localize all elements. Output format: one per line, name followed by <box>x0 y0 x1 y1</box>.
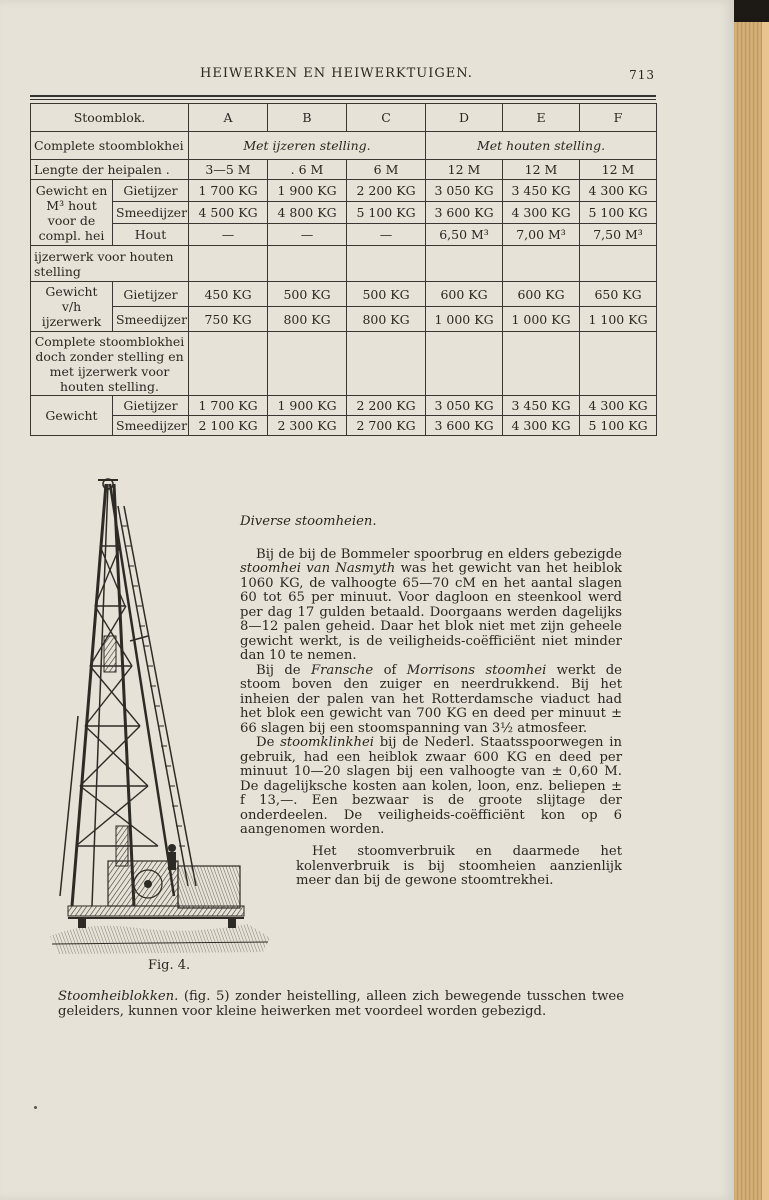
table-cell: 800 KG <box>268 307 347 332</box>
cell-wood-stelling: Met houten stelling. <box>426 132 657 160</box>
table-cell: 1 000 KG <box>426 307 503 332</box>
table-cell <box>189 332 268 396</box>
table-cell: 7,50 M³ <box>580 224 657 246</box>
table-cell <box>580 332 657 396</box>
table-cell: 1 700 KG <box>189 180 268 202</box>
header-rule-thin <box>30 99 656 100</box>
text-span: Bij de <box>256 662 311 678</box>
text-span: werkt de stoom boven den zuiger en neerdrukkend. Bij het inheien der palen van het Rotterdamsche viaduct had het blok een gewicht van 700 KG en deed per minuut ± 66 slagen bij een stoomspanning van 3½ atmosfeer. <box>240 662 622 736</box>
body-text-bottom <box>58 989 624 1019</box>
paragraph-stoomverbruik: Het stoomverbruik en daarmede het kolenverbruik is bij stoomheien aanzienlijk meer dan bij de gewone stoomtrekhei. <box>296 844 622 888</box>
section-heading: Diverse stoomheien. <box>240 514 377 529</box>
table-cell: 500 KG <box>268 282 347 307</box>
header-cell-e: E <box>503 104 580 132</box>
table-cell: 1 900 KG <box>268 180 347 202</box>
table-cell: 4 300 KG <box>503 416 580 436</box>
table-cell: 1 900 KG <box>268 396 347 416</box>
table-row-complete <box>31 132 657 160</box>
paragraph-klinkhei <box>240 736 622 838</box>
table-cell: 800 KG <box>347 307 426 332</box>
table-cell: 4 300 KG <box>580 180 657 202</box>
table-cell: — <box>189 224 268 246</box>
body-text-right <box>240 515 622 838</box>
running-header <box>30 64 655 88</box>
table-cell: 5 100 KG <box>580 202 657 224</box>
table-row <box>31 282 657 307</box>
cell-iron-stelling: Met ijzeren stelling. <box>189 132 426 160</box>
table-cell: 2 200 KG <box>347 396 426 416</box>
table-cell: . 6 M <box>268 160 347 180</box>
table-cell <box>426 246 503 282</box>
table-cell: 6,50 M³ <box>426 224 503 246</box>
table-cell: — <box>268 224 347 246</box>
table-cell <box>580 246 657 282</box>
italic-span: stoomklinkhei <box>280 735 374 750</box>
table-row-length <box>31 160 657 180</box>
table-cell <box>189 246 268 282</box>
table-cell: 6 M <box>347 160 426 180</box>
table-cell: 4 300 KG <box>580 396 657 416</box>
table-cell <box>503 332 580 396</box>
table-row-ironwork <box>31 246 657 282</box>
italic-span: Fransche <box>310 662 374 678</box>
sub-label: Gietijzer <box>113 282 189 307</box>
sub-label: Smeedijzer <box>113 416 189 436</box>
table-cell: 600 KG <box>503 282 580 307</box>
figure-caption: Fig. 4. <box>148 958 191 973</box>
table-cell: 4 800 KG <box>268 202 347 224</box>
table-cell: 2 200 KG <box>347 180 426 202</box>
ink-speck <box>34 1106 37 1109</box>
table-cell: 12 M <box>503 160 580 180</box>
table-cell: 1 700 KG <box>189 396 268 416</box>
table-cell <box>268 246 347 282</box>
table-cell: 750 KG <box>189 307 268 332</box>
table-row-without <box>31 332 657 396</box>
header-cell-a: A <box>189 104 268 132</box>
table-row <box>31 416 657 436</box>
group-label-gewicht-hout: Gewicht en M³ hout voor de compl. hei <box>31 180 113 246</box>
italic-span: stoomhei van Nasmyth <box>240 561 396 576</box>
text-span: De <box>256 735 281 750</box>
header-cell-label: Stoomblok. <box>31 104 189 132</box>
header-cell-c: C <box>347 104 426 132</box>
table-cell: 2 700 KG <box>347 416 426 436</box>
table-cell <box>347 332 426 396</box>
table-cell: 7,00 M³ <box>503 224 580 246</box>
text-span: (fig. 5) zonder heistelling, alleen zich bewegende tusschen twee geleiders, kunnen voor kleine heiwerken met voordeel worden gebezigd. <box>58 989 624 1019</box>
table-cell: 3 600 KG <box>426 416 503 436</box>
text-span: Bij de bij de Bommeler spoorbrug en elders gebezigde <box>256 546 622 562</box>
table-cell: 3 450 KG <box>503 396 580 416</box>
table-row <box>31 180 657 202</box>
header-rule-thick <box>30 95 656 97</box>
table-cell: 2 300 KG <box>268 416 347 436</box>
paragraph-morrison <box>240 664 622 737</box>
group-label-gewicht: Gewicht <box>31 396 113 436</box>
table-cell: 4 300 KG <box>503 202 580 224</box>
table-cell: 1 100 KG <box>580 307 657 332</box>
table-row <box>31 202 657 224</box>
text-span: bij de Nederl. Staatsspoorwegen in gebruik, had een heiblok zwaar 600 KG en deed per minuut 10—20 slagen bij een valhoogte van ± 0,60 M. De dagelijksche kosten aan kolen, loon, enz. beliepen ± f 13,—. Een bezwaar is de groote slijtage der onderdeelen. De veiligheids-coëfficiënt kon op 6 aangenomen worden. <box>240 735 622 837</box>
table-cell <box>347 246 426 282</box>
sub-label: Smeedijzer <box>113 307 189 332</box>
italic-span: Morrisons stoomhei <box>406 662 547 678</box>
table-cell <box>503 246 580 282</box>
paragraph-nasmyth <box>240 548 622 664</box>
row-label-length: Lengte der heipalen . <box>31 160 189 180</box>
table-cell <box>426 332 503 396</box>
text-span: of <box>373 662 407 678</box>
stoomblok-table <box>30 103 657 436</box>
page-number: 713 <box>629 68 655 82</box>
paragraph-stoomheiblokken <box>58 989 624 1019</box>
table-cell: 2 100 KG <box>189 416 268 436</box>
header-cell-d: D <box>426 104 503 132</box>
group-label-ijzerwerk: Gewicht v/h ijzerwerk <box>31 282 113 332</box>
table-cell: 600 KG <box>426 282 503 307</box>
italic-span: Stoomheiblokken. <box>58 989 179 1004</box>
table-cell: — <box>347 224 426 246</box>
table-cell: 650 KG <box>580 282 657 307</box>
header-cell-b: B <box>268 104 347 132</box>
table-cell: 12 M <box>426 160 503 180</box>
sub-label: Gietijzer <box>113 396 189 416</box>
body-text-steam-use <box>296 845 622 889</box>
book-page-edges <box>734 22 762 1200</box>
row-label-complete: Complete stoomblokhei <box>31 132 189 160</box>
table-cell <box>268 332 347 396</box>
table-cell: 5 100 KG <box>580 416 657 436</box>
table-cell: 3—5 M <box>189 160 268 180</box>
table-cell: 450 KG <box>189 282 268 307</box>
table-cell: 3 600 KG <box>426 202 503 224</box>
table-header-row <box>31 104 657 132</box>
table-cell: 3 050 KG <box>426 180 503 202</box>
table-cell: 3 050 KG <box>426 396 503 416</box>
row-label-ironwork: ijzerwerk voor houten stelling <box>31 246 189 282</box>
table-cell: 3 450 KG <box>503 180 580 202</box>
table-cell: 1 000 KG <box>503 307 580 332</box>
table-cell: 12 M <box>580 160 657 180</box>
table-row <box>31 396 657 416</box>
book-cover-edge <box>762 22 769 1200</box>
header-title: HEIWERKEN EN HEIWERKTUIGEN. <box>200 66 473 81</box>
sub-label: Smeedijzer <box>113 202 189 224</box>
header-cell-f: F <box>580 104 657 132</box>
table-row <box>31 307 657 332</box>
sub-label: Hout <box>113 224 189 246</box>
table-cell: 4 500 KG <box>189 202 268 224</box>
table-cell: 5 100 KG <box>347 202 426 224</box>
text-span: was het gewicht van het heiblok 1060 KG, de valhoogte 65—70 cM en het aantal slagen 60 tot 65 per minuut. Voor dagloon en steenkool werd per dag 17 gulden betaald. Doorgaans werden dagelijks 8—12 palen geheid. Daar het blok niet met zijn geheele gewicht werkt, is de veiligheids-coëfficiënt niet minder dan 10 te nemen. <box>240 561 622 663</box>
row-label-without-stelling: Complete stoomblokhei doch zonder stelling en met ijzerwerk voor houten stelling. <box>31 332 189 396</box>
table-row <box>31 224 657 246</box>
sub-label: Gietijzer <box>113 180 189 202</box>
table-cell: 500 KG <box>347 282 426 307</box>
